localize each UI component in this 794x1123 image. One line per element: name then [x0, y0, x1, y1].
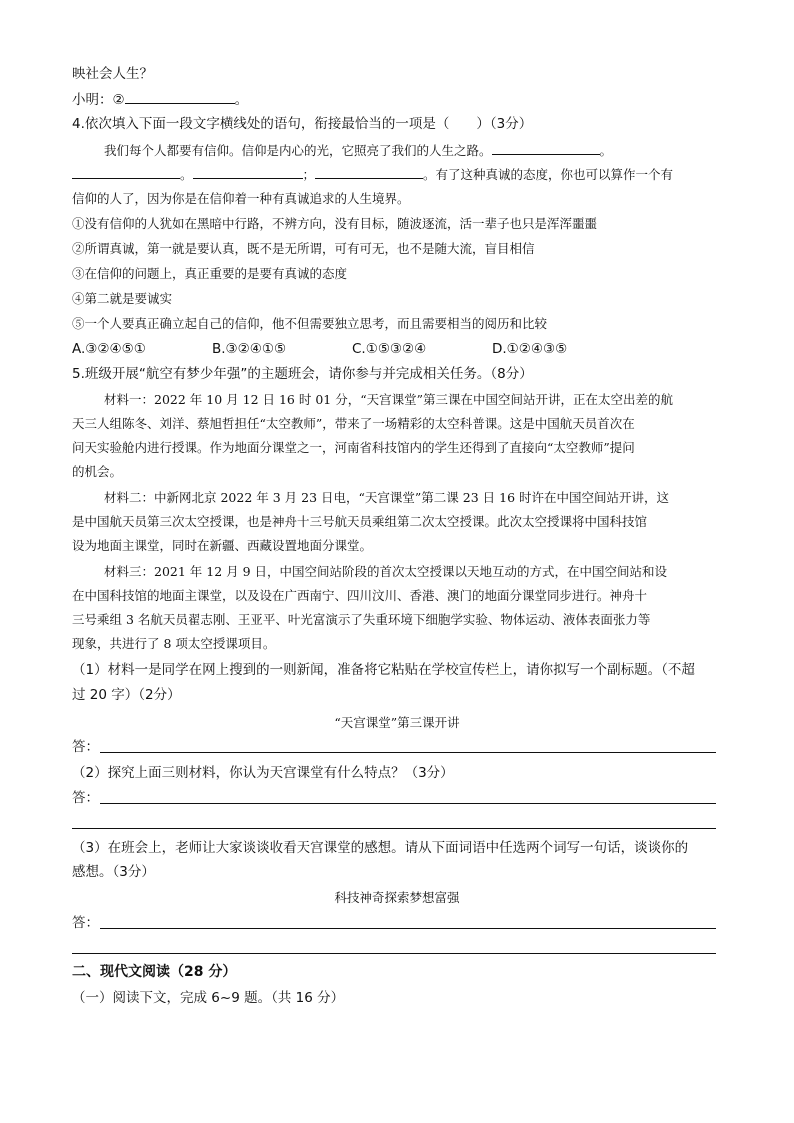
q4-passage-text: 我们每个人都要有信仰。信仰是内心的光，它照亮了我们的人生之路。: [104, 143, 492, 158]
xiaoming-answer-line: [72, 89, 722, 110]
xiaoming-label: 小明：②: [72, 92, 125, 108]
option-c[interactable]: C.①⑤③②④: [352, 341, 427, 357]
answer-line-3b[interactable]: [72, 953, 716, 954]
q4-passage-line-2: [72, 164, 722, 185]
period: 。: [599, 143, 613, 158]
q4-item-3: ③在信仰的问题上，真正重要的是要有真诚的态度: [72, 266, 348, 281]
question-4-stem: 4.依次填入下面一段文字横线处的语句，衔接最恰当的一项是（ ）（3分）: [72, 116, 533, 132]
sub-question-3-line-2: 感想。（3分）: [72, 864, 155, 880]
sub-question-1-line-1: （1）材料一是同学在网上搜到的一则新闻，准备将它粘贴在学校宣传栏上，请你拟写一个副标题。（不超: [72, 662, 695, 678]
period: 。: [180, 167, 193, 182]
option-d[interactable]: D.①②④③⑤: [492, 341, 568, 357]
word-list: 科技神奇探索梦想富强: [334, 890, 460, 905]
material-1-line-4: 的机会。: [72, 464, 123, 479]
passage-blank-1[interactable]: [492, 140, 600, 155]
material-3-line-3: 三号乘组 3 名航天员翟志刚、王亚平、叶光富演示了失重环境下细胞学实验、物体运动、液体表面张力等: [72, 612, 651, 627]
answer-label-2: 答：: [72, 790, 99, 806]
answer-blank[interactable]: [125, 89, 235, 104]
q4-item-2: ②所谓真诚，第一就是要认真，既不是无所谓，可有可无，也不是随大流，盲目相信: [72, 241, 535, 256]
q4-passage-line-1: [104, 140, 754, 161]
option-a[interactable]: A.③②④⑤①: [72, 341, 146, 357]
material-1-line-3: 问天实验舱内进行授课。作为地面分课堂之一，河南省科技馆内的学生还得到了直接向“太空教师”提问: [72, 440, 635, 455]
option-b[interactable]: B.③②④①⑤: [212, 341, 287, 357]
q4-passage-text: 。有了这种真诚的态度，你也可以算作一个有: [423, 167, 674, 182]
section-2-title: 二、现代文阅读（28 分）: [72, 964, 237, 980]
passage-blank-3[interactable]: [193, 164, 303, 179]
material-2-line-2: 是中国航天员第三次太空授课，也是神舟十三号航天员乘组第二次太空授课。此次太空授课将中国科技馆: [72, 514, 648, 529]
answer-line-2a[interactable]: [100, 803, 716, 804]
material-3-line-1: 材料三：2021 年 12 月 9 日，中国空间站阶段的首次太空授课以天地互动的方式，在中国空间站和设: [104, 564, 668, 579]
q4-item-4: ④第二就是要诚实: [72, 291, 173, 306]
answer-label-3: 答：: [72, 915, 99, 931]
sub-question-2: （2）探究上面三则材料，你认为天宫课堂有什么特点？（3分）: [72, 765, 454, 781]
answer-line-2b[interactable]: [72, 828, 716, 829]
answer-label-1: 答：: [72, 739, 99, 755]
material-1-line-1: 材料一：2022 年 10 月 12 日 16 时 01 分，“天宫课堂”第三课在中国空间站开讲，正在太空出差的航: [104, 392, 673, 407]
semicolon: ；: [302, 167, 316, 182]
question-5-stem: 5.班级开展“航空有梦少年强”的主题班会，请你参与并完成相关任务。（8分）: [72, 366, 533, 382]
answer-line-3a[interactable]: [100, 928, 716, 929]
passage-blank-4[interactable]: [315, 164, 423, 179]
q4-options: [72, 339, 722, 359]
q4-item-1: ①没有信仰的人犹如在黑暗中行路，不辨方向，没有目标，随波逐流，活一辈子也只是浑浑噩噩: [72, 216, 598, 231]
answer-line-1[interactable]: [100, 752, 716, 753]
material-2-line-1: 材料二：中新网北京 2022 年 3 月 23 日电，“天宫课堂”第二课 23 日 16 时许在中国空间站开讲，这: [104, 490, 669, 505]
news-headline: “天宫课堂”第三课开讲: [334, 715, 460, 730]
section-2-subtitle: （一）阅读下文，完成 6~9 题。（共 16 分）: [72, 990, 345, 1006]
continued-text: 映社会人生？: [72, 66, 153, 82]
q4-item-5: ⑤一个人要真正确立起自己的信仰，他不但需要独立思考，而且需要相当的阅历和比较: [72, 316, 548, 331]
period: 。: [234, 92, 249, 108]
q4-passage-line-3: 信仰的人了，因为你是在信仰着一种有真诚追求的人生境界。: [72, 191, 410, 206]
material-2-line-3: 设为地面主课堂，同时在新疆、西藏设置地面分课堂。: [72, 538, 373, 553]
material-3-line-2: 在中国科技馆的地面主课堂，以及设在广西南宁、四川汶川、香港、澳门的地面分课堂同步进行。神舟十: [72, 588, 648, 603]
material-1-line-2: 天三人组陈冬、刘洋、蔡旭哲担任“太空教师”，带来了一场精彩的太空科普课。这是中国航天员首次在: [72, 416, 635, 431]
passage-blank-2[interactable]: [72, 164, 180, 179]
sub-question-3-line-1: （3）在班会上，老师让大家谈谈收看天宫课堂的感想。请从下面词语中任选两个词写一句话，谈谈你的: [72, 840, 689, 856]
sub-question-1-line-2: 过 20 字）（2分）: [72, 687, 181, 703]
material-3-line-4: 现象，共进行了 8 项太空授课项目。: [72, 636, 276, 651]
